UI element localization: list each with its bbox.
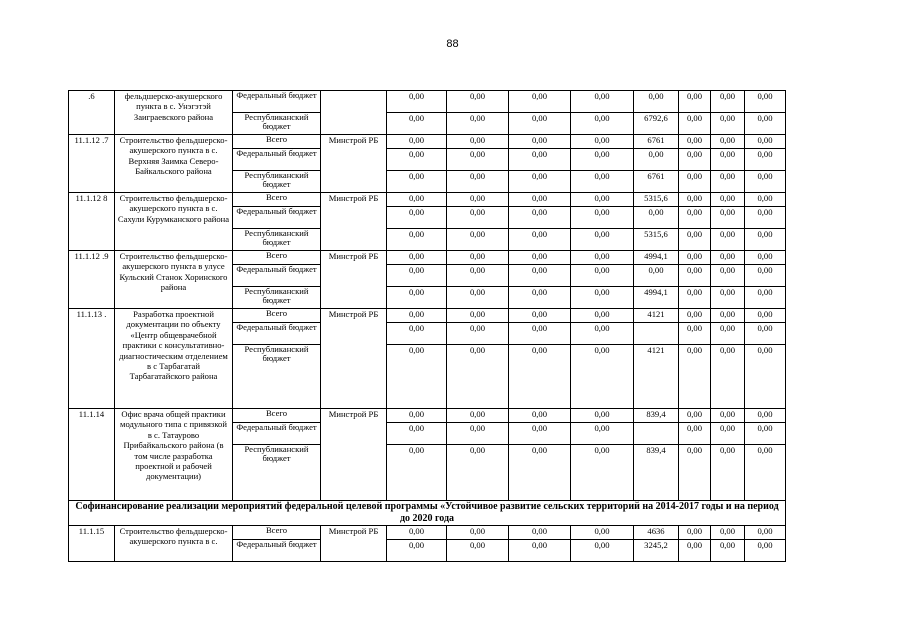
- funding-source: Республиканский бюджет: [233, 229, 321, 251]
- funding-source: Федеральный бюджет: [233, 149, 321, 171]
- value-cell: 0,00: [387, 135, 447, 149]
- value-cell: 0,00: [679, 265, 711, 287]
- value-cell: 0,00: [711, 445, 745, 501]
- value-cell: 5315,6: [634, 193, 679, 207]
- value-cell: 0,00: [711, 540, 745, 562]
- executor: [321, 91, 387, 135]
- value-cell: 0,00: [387, 287, 447, 309]
- value-cell: 0,00: [447, 265, 509, 287]
- value-cell: 0,00: [509, 445, 571, 501]
- budget-table: [68, 90, 786, 562]
- value-cell: 0,00: [711, 229, 745, 251]
- value-cell: 0,00: [571, 309, 634, 323]
- value-cell: 0,00: [745, 149, 786, 171]
- value-cell: 0,00: [571, 423, 634, 445]
- value-cell: 0,00: [745, 323, 786, 345]
- value-cell: 0,00: [509, 345, 571, 409]
- value-cell: 0,00: [571, 193, 634, 207]
- value-cell: 0,00: [387, 207, 447, 229]
- value-cell: 0,00: [447, 309, 509, 323]
- value-cell: 0,00: [509, 287, 571, 309]
- value-cell: 0,00: [387, 149, 447, 171]
- value-cell: 0,00: [509, 193, 571, 207]
- executor: Минстрой РБ: [321, 526, 387, 562]
- funding-source: Республиканский бюджет: [233, 345, 321, 409]
- value-cell: 0,00: [571, 540, 634, 562]
- value-cell: 0,00: [571, 171, 634, 193]
- value-cell: 0,00: [571, 445, 634, 501]
- value-cell: 0,00: [711, 423, 745, 445]
- value-cell: 0,00: [634, 91, 679, 113]
- item-name: Строительство фельдшерско-акушерского пункта в с. Верхняя Заимка Северо-Байкальского района: [115, 135, 233, 193]
- value-cell: 0,00: [509, 149, 571, 171]
- value-cell: 0,00: [447, 113, 509, 135]
- value-cell: 0,00: [679, 135, 711, 149]
- value-cell: 0,00: [711, 345, 745, 409]
- value-cell: 0,00: [509, 171, 571, 193]
- value-cell: 0,00: [509, 540, 571, 562]
- item-name: Строительство фельдшерско-акушерского пункта в с. Сахули Курумканского района: [115, 193, 233, 251]
- value-cell: 0,00: [679, 323, 711, 345]
- funding-source: Республиканский бюджет: [233, 113, 321, 135]
- item-number: .6: [69, 91, 115, 135]
- value-cell: 0,00: [745, 287, 786, 309]
- value-cell: 0,00: [745, 265, 786, 287]
- value-cell: 0,00: [679, 309, 711, 323]
- value-cell: 0,00: [447, 193, 509, 207]
- table-row: [69, 409, 786, 423]
- value-cell: 0,00: [711, 323, 745, 345]
- value-cell: 0,00: [679, 193, 711, 207]
- value-cell: 0,00: [447, 445, 509, 501]
- value-cell: 4994,1: [634, 251, 679, 265]
- value-cell: 0,00: [679, 287, 711, 309]
- value-cell: 0,00: [745, 113, 786, 135]
- value-cell: 0,00: [711, 265, 745, 287]
- value-cell: 0,00: [679, 91, 711, 113]
- value-cell: 6761: [634, 171, 679, 193]
- value-cell: 0,00: [679, 540, 711, 562]
- value-cell: 0,00: [571, 113, 634, 135]
- value-cell: 0,00: [509, 91, 571, 113]
- value-cell: 0,00: [447, 171, 509, 193]
- value-cell: [634, 423, 679, 445]
- value-cell: 0,00: [571, 251, 634, 265]
- value-cell: 0,00: [679, 229, 711, 251]
- funding-source: Федеральный бюджет: [233, 323, 321, 345]
- section-title: Софинансирование реализации мероприятий федеральной целевой программы «Устойчивое развитие сельских территорий на 2014-2017 годы и на период до 2020 года: [69, 501, 786, 526]
- value-cell: 0,00: [387, 265, 447, 287]
- value-cell: 0,00: [679, 149, 711, 171]
- value-cell: 0,00: [571, 229, 634, 251]
- value-cell: 0,00: [745, 229, 786, 251]
- executor: Минстрой РБ: [321, 193, 387, 251]
- value-cell: 0,00: [711, 526, 745, 540]
- funding-source: Всего: [233, 251, 321, 265]
- value-cell: 0,00: [387, 171, 447, 193]
- value-cell: 0,00: [509, 309, 571, 323]
- executor: Минстрой РБ: [321, 251, 387, 309]
- value-cell: 0,00: [634, 207, 679, 229]
- value-cell: 0,00: [745, 445, 786, 501]
- value-cell: 0,00: [387, 423, 447, 445]
- item-name: Строительство фельдшерско-акушерского пункта в улусе Кульский Станок Хоринского района: [115, 251, 233, 309]
- value-cell: 0,00: [509, 229, 571, 251]
- value-cell: 0,00: [745, 91, 786, 113]
- value-cell: [634, 323, 679, 345]
- funding-source: Федеральный бюджет: [233, 540, 321, 562]
- item-number: 11.1.15: [69, 526, 115, 562]
- value-cell: 0,00: [711, 287, 745, 309]
- value-cell: 0,00: [745, 171, 786, 193]
- value-cell: 0,00: [447, 526, 509, 540]
- value-cell: 0,00: [745, 409, 786, 423]
- value-cell: 0,00: [387, 113, 447, 135]
- table-row: [69, 526, 786, 540]
- value-cell: 0,00: [745, 345, 786, 409]
- value-cell: 0,00: [745, 207, 786, 229]
- value-cell: 0,00: [447, 207, 509, 229]
- value-cell: 0,00: [509, 207, 571, 229]
- value-cell: 0,00: [509, 409, 571, 423]
- value-cell: 0,00: [387, 409, 447, 423]
- table-row: [69, 193, 786, 207]
- value-cell: 0,00: [571, 323, 634, 345]
- value-cell: 3245,2: [634, 540, 679, 562]
- item-number: 11.1.12 8: [69, 193, 115, 251]
- item-name: Разработка проектной документации по объекту «Центр общеврачебной практики с консультативно-диагностическим отделением в с Тарбагатай Тарбагатайского района: [115, 309, 233, 409]
- funding-source: Федеральный бюджет: [233, 91, 321, 113]
- funding-source: Федеральный бюджет: [233, 265, 321, 287]
- table-row: [69, 251, 786, 265]
- value-cell: 0,00: [711, 193, 745, 207]
- value-cell: 0,00: [509, 251, 571, 265]
- value-cell: 0,00: [745, 135, 786, 149]
- value-cell: 0,00: [509, 526, 571, 540]
- table-row: [69, 135, 786, 149]
- value-cell: 0,00: [509, 265, 571, 287]
- value-cell: 0,00: [387, 229, 447, 251]
- value-cell: 5315,6: [634, 229, 679, 251]
- value-cell: 0,00: [509, 423, 571, 445]
- value-cell: 0,00: [679, 171, 711, 193]
- value-cell: 0,00: [679, 251, 711, 265]
- funding-source: Всего: [233, 309, 321, 323]
- funding-source: Федеральный бюджет: [233, 423, 321, 445]
- value-cell: 0,00: [745, 193, 786, 207]
- value-cell: 0,00: [679, 526, 711, 540]
- value-cell: 0,00: [387, 323, 447, 345]
- value-cell: 0,00: [447, 229, 509, 251]
- value-cell: 0,00: [711, 91, 745, 113]
- value-cell: 0,00: [711, 135, 745, 149]
- value-cell: 4121: [634, 309, 679, 323]
- value-cell: 0,00: [745, 423, 786, 445]
- funding-source: Республиканский бюджет: [233, 171, 321, 193]
- funding-source: Всего: [233, 193, 321, 207]
- funding-source: Всего: [233, 526, 321, 540]
- value-cell: 0,00: [387, 251, 447, 265]
- value-cell: 0,00: [711, 149, 745, 171]
- value-cell: 839,4: [634, 409, 679, 423]
- item-name: Офис врача общей практики модульного типа с привязкой в с. Татаурово Прибайкальского района (в том числе разработка проектной и рабочей документации): [115, 409, 233, 501]
- value-cell: 0,00: [634, 265, 679, 287]
- value-cell: 0,00: [447, 149, 509, 171]
- value-cell: 0,00: [711, 113, 745, 135]
- value-cell: 0,00: [509, 135, 571, 149]
- table-row: [69, 309, 786, 323]
- value-cell: 4636: [634, 526, 679, 540]
- value-cell: 0,00: [679, 423, 711, 445]
- value-cell: 0,00: [745, 540, 786, 562]
- value-cell: 0,00: [711, 309, 745, 323]
- value-cell: 0,00: [387, 345, 447, 409]
- value-cell: 0,00: [571, 409, 634, 423]
- item-number: 11.1.12 .7: [69, 135, 115, 193]
- funding-source: Республиканский бюджет: [233, 445, 321, 501]
- value-cell: 0,00: [447, 409, 509, 423]
- value-cell: 0,00: [447, 251, 509, 265]
- value-cell: 0,00: [745, 309, 786, 323]
- value-cell: 0,00: [745, 251, 786, 265]
- value-cell: 6792,6: [634, 113, 679, 135]
- value-cell: 6761: [634, 135, 679, 149]
- value-cell: 0,00: [679, 445, 711, 501]
- value-cell: 0,00: [571, 149, 634, 171]
- value-cell: 0,00: [387, 309, 447, 323]
- value-cell: 0,00: [571, 345, 634, 409]
- value-cell: 4994,1: [634, 287, 679, 309]
- value-cell: 0,00: [387, 540, 447, 562]
- item-name: Строительство фельдшерско-акушерского пункта в с.: [115, 526, 233, 562]
- value-cell: 0,00: [447, 135, 509, 149]
- value-cell: 0,00: [447, 345, 509, 409]
- funding-source: Республиканский бюджет: [233, 287, 321, 309]
- value-cell: 839,4: [634, 445, 679, 501]
- item-number: 11.1.14: [69, 409, 115, 501]
- value-cell: 0,00: [679, 207, 711, 229]
- funding-source: Федеральный бюджет: [233, 207, 321, 229]
- value-cell: 0,00: [571, 207, 634, 229]
- value-cell: 0,00: [509, 113, 571, 135]
- value-cell: 0,00: [571, 265, 634, 287]
- value-cell: 0,00: [387, 193, 447, 207]
- funding-source: Всего: [233, 409, 321, 423]
- executor: Минстрой РБ: [321, 309, 387, 409]
- value-cell: 0,00: [711, 251, 745, 265]
- value-cell: 0,00: [387, 91, 447, 113]
- value-cell: 0,00: [711, 409, 745, 423]
- item-name: фельдшерско-акушерского пункта в с. Унэгэтэй Заиграевского района: [115, 91, 233, 135]
- executor: Минстрой РБ: [321, 409, 387, 501]
- value-cell: 0,00: [447, 540, 509, 562]
- table-row: [69, 91, 786, 113]
- value-cell: 0,00: [571, 91, 634, 113]
- value-cell: 0,00: [447, 91, 509, 113]
- value-cell: 4121: [634, 345, 679, 409]
- value-cell: 0,00: [745, 526, 786, 540]
- funding-source: Всего: [233, 135, 321, 149]
- value-cell: 0,00: [447, 287, 509, 309]
- value-cell: 0,00: [447, 323, 509, 345]
- item-number: 11.1.12 .9: [69, 251, 115, 309]
- value-cell: 0,00: [679, 113, 711, 135]
- executor: Минстрой РБ: [321, 135, 387, 193]
- page-number: 88: [446, 38, 459, 50]
- value-cell: 0,00: [679, 345, 711, 409]
- section-header-row: [69, 501, 786, 526]
- item-number: 11.1.13 .: [69, 309, 115, 409]
- value-cell: 0,00: [571, 135, 634, 149]
- value-cell: 0,00: [571, 287, 634, 309]
- value-cell: 0,00: [387, 445, 447, 501]
- value-cell: 0,00: [447, 423, 509, 445]
- value-cell: 0,00: [711, 207, 745, 229]
- value-cell: 0,00: [679, 409, 711, 423]
- value-cell: 0,00: [509, 323, 571, 345]
- value-cell: 0,00: [571, 526, 634, 540]
- value-cell: 0,00: [634, 149, 679, 171]
- value-cell: 0,00: [387, 526, 447, 540]
- value-cell: 0,00: [711, 171, 745, 193]
